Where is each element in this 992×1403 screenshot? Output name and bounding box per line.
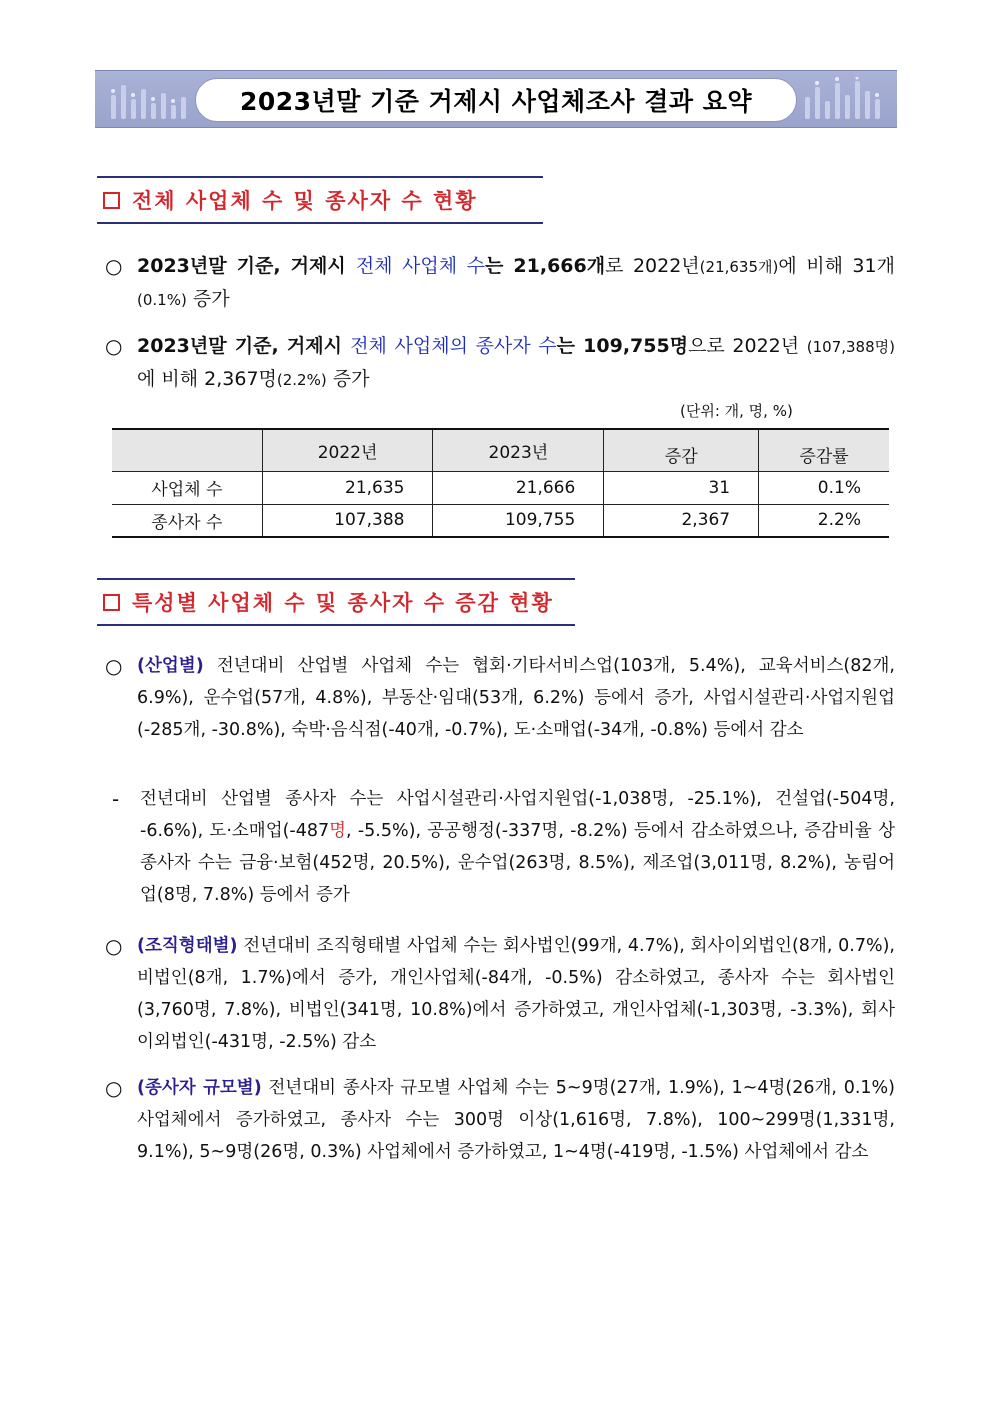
text-segment: (107,388명) bbox=[806, 338, 895, 356]
table-header-cell: 증감률 bbox=[759, 429, 889, 471]
text-segment: 로 2022년 bbox=[605, 255, 700, 277]
title-banner bbox=[95, 70, 897, 128]
paragraph-text: , -5.5%), 공공행정(-337명, -8.2%) 등에서 감소하였으나, 증감비율 상 종사자 수는 금융·보험(452명, 20.5%), 운수업(263명, 8.5%), 제조업(3,011명, 8.2%), 농림어업(8명, 7.8%) 등에서 증가 bbox=[140, 821, 895, 905]
table-header-cell: 2023년 bbox=[433, 429, 604, 471]
highlight-text: 전체 사업체 수 bbox=[355, 255, 485, 277]
table-cell: 2,367 bbox=[604, 504, 759, 537]
unit-label: (단위: 개, 명, %) bbox=[680, 402, 793, 420]
summary-workers bbox=[105, 330, 895, 396]
circle-bullet-icon: ○ bbox=[105, 1076, 123, 1100]
dash-bullet: - bbox=[112, 787, 120, 811]
text-segment: 는 bbox=[484, 255, 514, 277]
category-label: (종사자 규모별) bbox=[137, 1078, 262, 1098]
bar-pattern-icon bbox=[797, 77, 887, 121]
text-segment: 으로 2022년 bbox=[688, 335, 807, 357]
text-segment: 에 비해 2,367명 bbox=[137, 368, 277, 390]
checkbox-square-icon bbox=[103, 192, 120, 209]
table-cell: 0.1% bbox=[759, 471, 889, 504]
section-heading-characteristics bbox=[97, 578, 575, 626]
text-segment: (21,635개) bbox=[699, 258, 779, 276]
text-segment: 증가 bbox=[326, 368, 370, 390]
text-segment: 증가 bbox=[186, 288, 230, 310]
circle-bullet-icon: ○ bbox=[105, 254, 123, 278]
circle-bullet-icon: ○ bbox=[105, 334, 123, 358]
table-header-cell: 2022년 bbox=[262, 429, 433, 471]
title-pill bbox=[195, 78, 797, 122]
paragraph-text: 전년대비 산업별 종사자 수는 사업시설관리·사업지원업(-1,038명, -25.1%), 건설업(-504명, -6.6%), 도·소매업(-487 bbox=[140, 789, 895, 841]
summary-table bbox=[112, 428, 889, 538]
highlight-text: 명 bbox=[329, 821, 347, 841]
category-label: (산업별) bbox=[137, 656, 204, 676]
table-row bbox=[112, 471, 889, 504]
category-label: (조직형태별) bbox=[137, 936, 238, 956]
table-cell: 종사자 수 bbox=[112, 504, 262, 537]
table-cell: 21,635 bbox=[262, 471, 433, 504]
page-title: 2023년말 기준 거제시 사업체조사 결과 요약 bbox=[240, 87, 752, 116]
table-cell: 107,388 bbox=[262, 504, 433, 537]
section-heading-text: 전체 사업체 수 및 종사자 수 현황 bbox=[132, 189, 478, 213]
circle-bullet-icon: ○ bbox=[105, 934, 123, 958]
checkbox-square-icon bbox=[103, 594, 120, 611]
size-summary bbox=[105, 1072, 895, 1168]
bar-pattern-icon bbox=[107, 77, 197, 121]
circle-bullet-icon: ○ bbox=[105, 654, 123, 678]
text-segment: (0.1%) bbox=[137, 291, 187, 309]
table-header-cell: 증감 bbox=[604, 429, 759, 471]
text-segment: (2.2%) bbox=[276, 371, 327, 389]
industry-workers-summary bbox=[112, 783, 895, 911]
table-cell: 109,755 bbox=[433, 504, 604, 537]
text-segment: 에 비해 31개 bbox=[778, 255, 895, 277]
organization-summary bbox=[105, 930, 895, 1058]
table-row bbox=[112, 504, 889, 537]
text-segment: 2023년말 기준, 거제시 bbox=[137, 335, 351, 357]
highlight-text: 전체 사업체의 종사자 수 bbox=[350, 335, 557, 357]
total-workers-value: 109,755명 bbox=[583, 335, 689, 357]
section-heading-overall bbox=[97, 176, 543, 224]
section-heading-text: 특성별 사업체 수 및 종사자 수 증감 현황 bbox=[132, 591, 554, 615]
table-cell: 31 bbox=[604, 471, 759, 504]
paragraph-text: 전년대비 조직형태별 사업체 수는 회사법인(99개, 4.7%), 회사이외법인(8개, 0.7%), 비법인(8개, 1.7%)에서 증가, 개인사업체(-84개, -0.5%) 감소하였고, 종사자 수는 회사법인(3,760명, 7.8%), 비법인(341명, 10.8%)에서 증가하였고, 개인사업체(-1,303명, -3.3%), 회사이외법인(-431명, -2.5%) 감소 bbox=[137, 936, 895, 1052]
paragraph-text: 전년대비 산업별 사업체 수는 협회·기타서비스업(103개, 5.4%), 교육서비스(82개, 6.9%), 운수업(57개, 4.8%), 부동산·임대(53개, 6.2%) 등에서 증가, 사업시설관리·사업지원업(-285개, -30.8%), 숙박·음식점(-40개, -0.7%), 도·소매업(-34개, -0.8%) 등에서 감소 bbox=[137, 656, 895, 740]
table-cell: 2.2% bbox=[759, 504, 889, 537]
summary-establishments bbox=[105, 250, 895, 316]
industry-summary bbox=[105, 650, 895, 746]
table-header-row bbox=[112, 429, 889, 471]
paragraph-text: 전년대비 종사자 규모별 사업체 수는 5~9명(27개, 1.9%), 1~4명(26개, 0.1%) 사업체에서 증가하였고, 종사자 수는 300명 이상(1,616명, 7.8%), 100~299명(1,331명, 9.1%), 5~9명(26명, 0.3%) 사업체에서 증가하였고, 1~4명(-419명, -1.5%) 사업체에서 감소 bbox=[137, 1078, 895, 1162]
text-segment: 2023년말 기준, 거제시 bbox=[137, 255, 356, 277]
total-establishments-value: 21,666개 bbox=[513, 255, 606, 277]
text-segment: 는 bbox=[556, 335, 584, 357]
table-cell: 사업체 수 bbox=[112, 471, 262, 504]
table-cell: 21,666 bbox=[433, 471, 604, 504]
table-header-cell bbox=[112, 429, 262, 471]
